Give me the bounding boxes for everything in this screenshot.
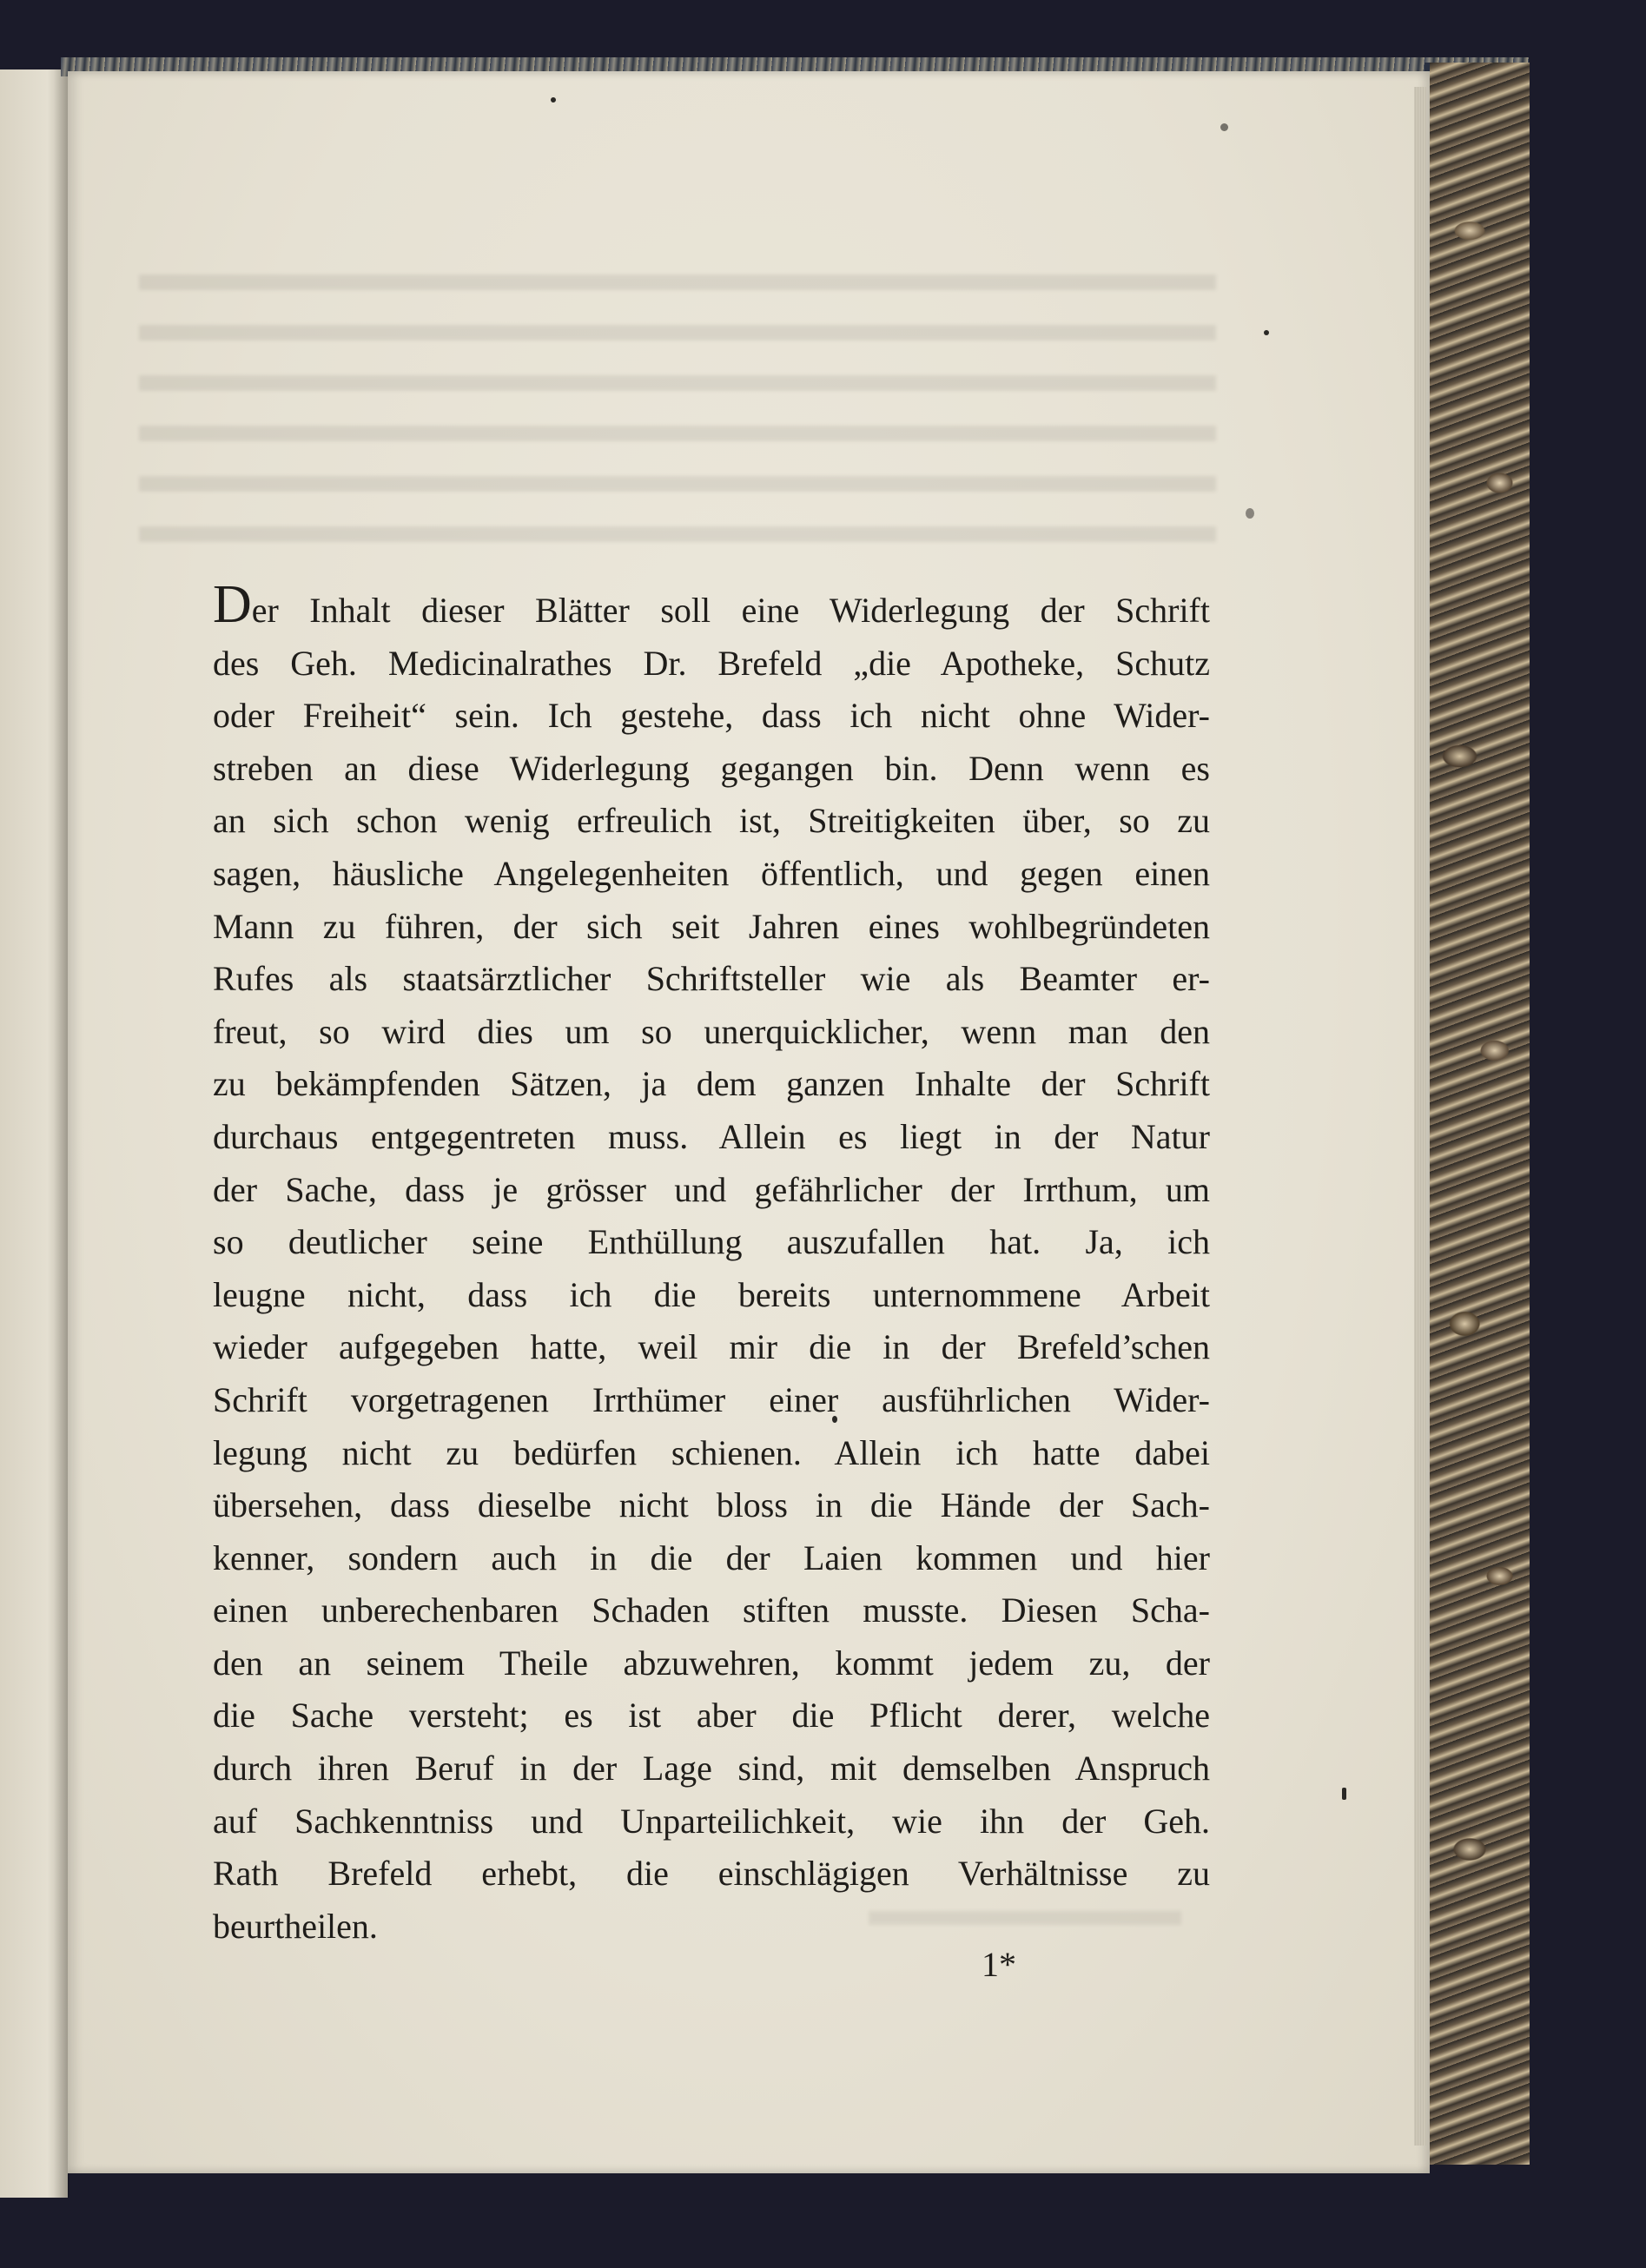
- text-line: [213, 1374, 1210, 1427]
- text-line-content: an sich schon wenig erfreulich ist, Streitigkeiten über, so zu: [213, 801, 1210, 841]
- text-line: [213, 1742, 1210, 1795]
- text-line-content: so deutlicher seine Enthüllung auszufallen hat. Ja, ich: [213, 1222, 1210, 1262]
- text-line: [213, 795, 1210, 848]
- text-line: [213, 953, 1210, 1006]
- text-line-content: Mann zu führen, der sich seit Jahren eines wohlbegründeten: [213, 906, 1210, 946]
- body-paragraph: [213, 575, 1210, 1953]
- text-line: [213, 1901, 1210, 1954]
- text-line: [213, 1006, 1210, 1059]
- text-line-content: einen unberechenbaren Schaden stiften musste. Diesen Scha-: [213, 1590, 1210, 1630]
- text-line: [213, 1427, 1210, 1480]
- text-line-content: wieder aufgegeben hatte, weil mir die in der Brefeld’schen: [213, 1327, 1210, 1367]
- text-line-content: streben an diese Widerlegung gegangen bin. Denn wenn es: [213, 748, 1210, 788]
- text-line: [213, 1689, 1210, 1742]
- text-line-content: der Sache, dass je grösser und gefährlicher der Irrthum, um: [213, 1169, 1210, 1209]
- text-line: [213, 1532, 1210, 1585]
- text-line-content: beurtheilen.: [213, 1906, 378, 1946]
- text-line-content: den an seinem Theile abzuwehren, kommt jedem zu, der: [213, 1643, 1210, 1683]
- paper-speck: [551, 97, 556, 102]
- text-line: [213, 1637, 1210, 1690]
- text-line-content: Schrift vorgetragenen Irrthümer einer ausführlichen Wider-: [213, 1379, 1210, 1419]
- text-line: [213, 1584, 1210, 1637]
- text-line: [213, 1164, 1210, 1217]
- text-line: [213, 743, 1210, 796]
- text-line: [213, 1216, 1210, 1269]
- text-line-content: durch ihren Beruf in der Lage sind, mit demselben Anspruch: [213, 1749, 1210, 1789]
- text-line: [213, 848, 1210, 901]
- page-stack-edges: [1414, 87, 1426, 2146]
- text-line: [213, 575, 1210, 638]
- text-line-content: legung nicht zu bedürfen schienen. Allein ich hatte dabei: [213, 1432, 1210, 1472]
- text-line-content: des Geh. Medicinalrathes Dr. Brefeld „die Apotheke, Schutz: [213, 643, 1210, 683]
- text-line: [213, 1111, 1210, 1164]
- text-line-content: sagen, häusliche Angelegenheiten öffentlich, und gegen einen: [213, 853, 1210, 893]
- text-line: [213, 690, 1210, 743]
- text-line-content: übersehen, dass dieselbe nicht bloss in die Hände der Sach-: [213, 1485, 1210, 1525]
- text-line-content: auf Sachkenntniss und Unparteilichkeit, wie ihn der Geh.: [213, 1801, 1210, 1841]
- text-line: [213, 1795, 1210, 1848]
- paper-speck: [1246, 508, 1254, 519]
- signature-mark: 1*: [982, 1945, 1016, 1984]
- text-line-content: zu bekämpfenden Sätzen, ja dem ganzen Inhalte der Schrift: [213, 1064, 1210, 1104]
- bleed-through-text: [139, 252, 1216, 565]
- text-line: [213, 638, 1210, 691]
- paper-speck: [1264, 330, 1269, 335]
- text-line: [213, 1058, 1210, 1111]
- drop-capital: D: [213, 575, 252, 634]
- text-line-content: die Sache versteht; es ist aber die Pflicht derer, welche: [213, 1696, 1210, 1736]
- marbled-cover-board: [1425, 63, 1530, 2165]
- text-line: [213, 901, 1210, 954]
- text-line-content: kenner, sondern auch in die der Laien kommen und hier: [213, 1537, 1210, 1577]
- text-line: [213, 1848, 1210, 1901]
- text-line-content: er Inhalt dieser Blätter soll eine Widerlegung der Schrift: [251, 591, 1210, 630]
- text-line: [213, 1321, 1210, 1374]
- text-line: [213, 1269, 1210, 1322]
- text-line-content: oder Freiheit“ sein. Ich gestehe, dass ich nicht ohne Wider-: [213, 696, 1210, 736]
- text-line-content: Rath Brefeld erhebt, die einschlägigen Verhältnisse zu: [213, 1854, 1210, 1894]
- text-line: [213, 1479, 1210, 1532]
- text-line-content: durchaus entgegentreten muss. Allein es liegt in der Natur: [213, 1116, 1210, 1156]
- paper-speck: [1220, 123, 1228, 131]
- paper-speck: [1342, 1788, 1346, 1800]
- text-line-content: Rufes als staatsärztlicher Schriftsteller wie als Beamter er-: [213, 959, 1210, 999]
- text-line-content: leugne nicht, dass ich die bereits unternommene Arbeit: [213, 1274, 1210, 1314]
- text-line-content: freut, so wird dies um so unerquicklicher, wenn man den: [213, 1011, 1210, 1051]
